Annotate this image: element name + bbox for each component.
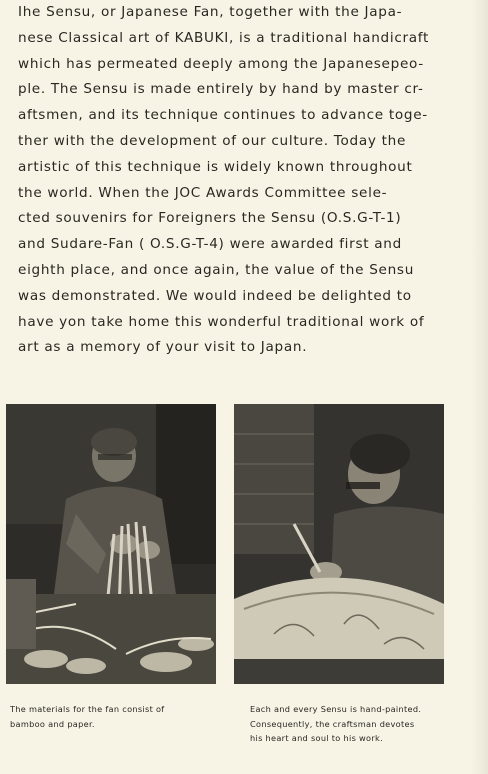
caption-hand-painted	[250, 702, 450, 746]
body-text	[18, 0, 442, 361]
caption-line: The materials for the fan consist of	[10, 704, 165, 714]
photo-craftsman-painting-image	[234, 404, 444, 684]
text-line: artistic of this technique is widely known throughout	[18, 158, 413, 175]
text-line: art as a memory of your visit to Japan.	[18, 339, 308, 356]
text-line: which has permeated deeply among the Japanesepeo-	[18, 55, 424, 72]
text-line: ple. The Sensu is made entirely by hand by master cr-	[18, 81, 424, 98]
text-line: aftsmen, and its technique continues to advance toge-	[18, 107, 428, 124]
text-line: eighth place, and once again, the value of the Sensu	[18, 261, 415, 278]
caption-line: Consequently, the craftsman devotes	[250, 718, 415, 729]
caption-line: Each and every Sensu is hand-painted.	[250, 704, 422, 714]
text-line: was demonstrated. We would indeed be delighted to	[18, 287, 412, 304]
page-edge-shadow	[470, 0, 488, 774]
caption-line: bamboo and paper.	[10, 718, 95, 729]
text-line: have yon take home this wonderful traditional work of	[18, 313, 425, 330]
photo-craftsman-bamboo	[6, 404, 216, 684]
text-line: the world. When the JOC Awards Committee sele-	[18, 184, 388, 201]
text-line: and Sudare-Fan ( O.S.G-T-4) were awarded first and	[18, 236, 402, 253]
text-line: Ihe Sensu, or Japanese Fan, together with the Japa-	[18, 4, 403, 20]
photo-craftsman-bamboo-image	[6, 404, 216, 684]
caption-line: his heart and soul to his work.	[250, 733, 383, 743]
text-line: ther with the development of our culture. Today the	[18, 132, 407, 149]
caption-bamboo-materials	[10, 702, 210, 731]
text-line: cted souvenirs for Foreigners the Sensu (O.S.G-T-1)	[18, 210, 402, 227]
text-line: nese Classical art of KABUKI, is a traditional handicraft	[18, 29, 430, 46]
photo-craftsman-painting	[234, 404, 444, 684]
